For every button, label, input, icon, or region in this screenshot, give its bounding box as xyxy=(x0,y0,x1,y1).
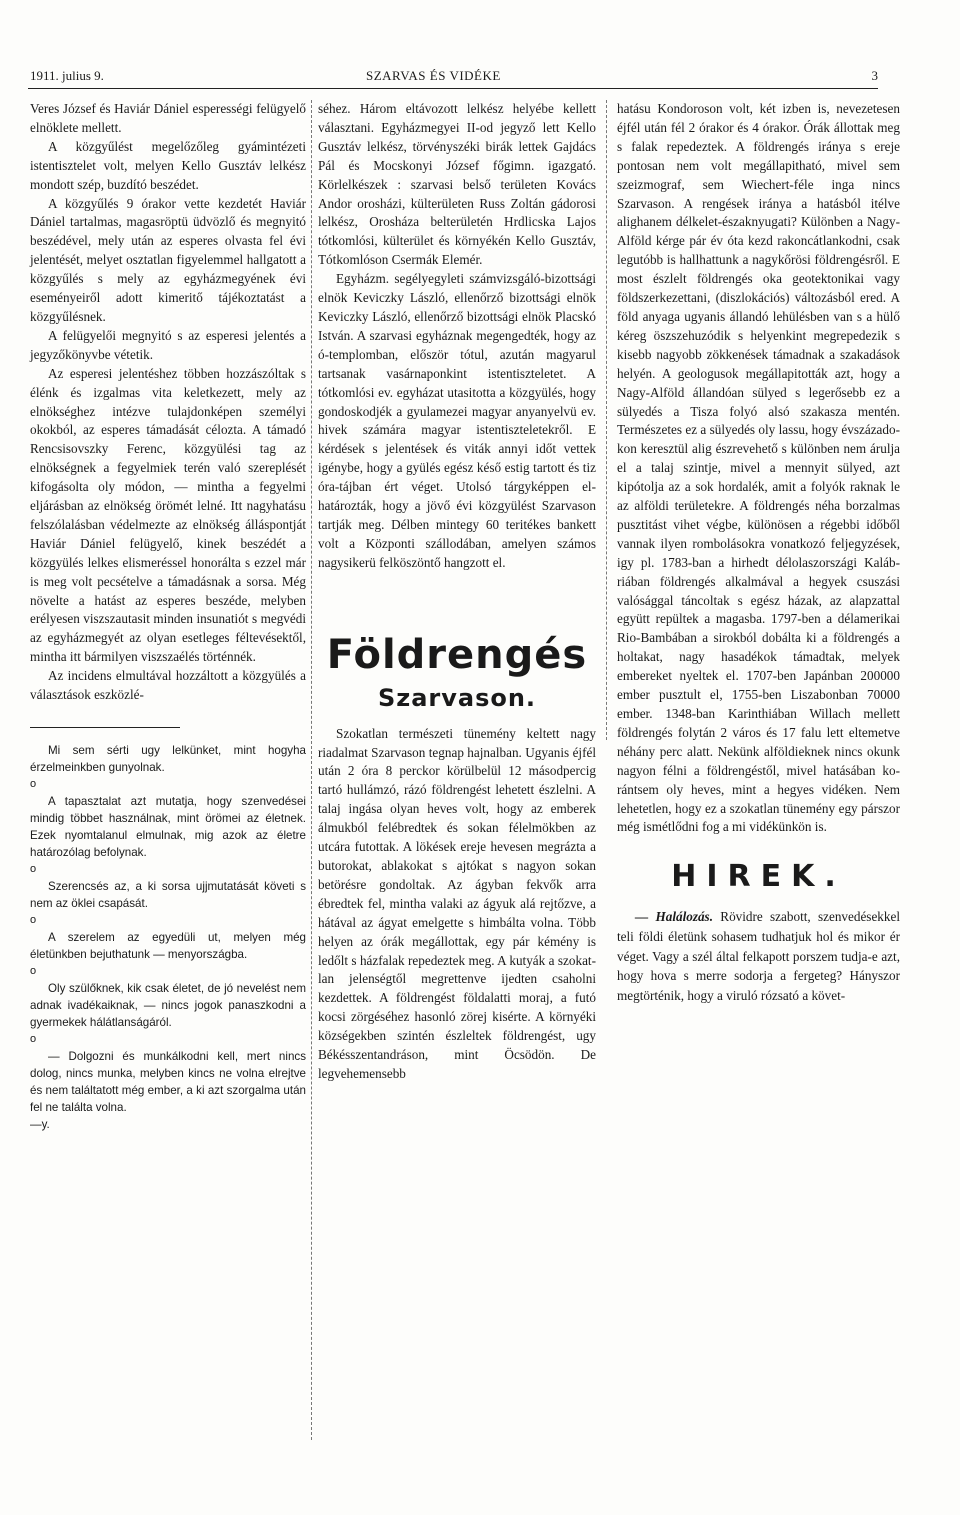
article-headline: Földrengés xyxy=(326,631,588,678)
issue-date: 1911. julius 9. xyxy=(30,68,104,83)
article-paragraph: A felügyelői megnyitó s az esperesi jelentés a jegyzőkönyvbe vétetik. xyxy=(30,327,306,362)
article-paragraph: A közgyűlés 9 órakor vette kezdetét Haviár Dániel tartalmas, magasröptü üdvözlő és megnyitó beszédével, mely után az esperes olvasta fel évi jelentését, melyet osztatlan figyelemmel hallgatott a közgyűlés s mely az egyházmegyének évi eseményeiről adott kimeritő tájékoztatást a közgyűlésnek. xyxy=(30,195,306,324)
masthead xyxy=(28,66,878,89)
article-paragraph: Egyházm. segélyegyleti számvizsgáló-bizottsági elnök Keviczky László, ellenőrző bizottsági elnök Keviczky László, ellenőrző bizottsági elnök Placskó István. A szarvasi egyháznak megengedték, hogy az ó-templomban, először tótul, azután magyarul tartsanak vasárnaponkint istentiszteletet. A tótkomlósi ev. egyházat utasitotta a közgyülés, hogy gondoskodjék a gyulamezei magyar anyanyelvü ev. hivek számára magyar istentiszteletekről. E kérdések s jelentések és viták annyi időt vettek igénybe, hogy a gyülés egész késő estig tartott és tiz óra-tájban ért véget. Utolsó tárgyképpen elhatározták, hogy a jövő évi közgyülést Szarvason tartják meg. Délben mintegy 60 teritékes bankett volt a Központi szállodában, amelyen számos nagysikerü felköszöntő hangzott el. xyxy=(318,271,596,570)
aphorism-separator: o xyxy=(30,1033,37,1045)
column-2 xyxy=(318,100,596,1084)
aphorism: A tapasztalat azt mutatja, hogy szenvedései mindig többet használnak, mint örömei az életnek. Ezek nyomtalanul elmulnak, mig azok az életre határozólag befolynak. xyxy=(30,795,306,859)
aphorism: Szerencsés az, a ki sorsa ujjmutatását követi s nem az öklei csapását. xyxy=(30,880,306,910)
news-item-lead: — Halálozás. xyxy=(635,909,713,925)
column-3 xyxy=(617,100,900,1005)
article-paragraph: Az incidens elmultával hozzáltott a közgyülés a választások eszközlé- xyxy=(30,668,306,703)
aphorism: — Dolgozni és munkálkodni kell, mert nincs dolog, nincs munka, melyben kincs ne volna elrejtve és nem találtatott még ember, a ki azt szorgalma után fel ne találta volna. xyxy=(30,1050,306,1114)
section-divider xyxy=(30,727,180,728)
column-rule-1 xyxy=(311,100,312,1440)
article-paragraph: hatásu Kondoroson volt, két izben is, nevezetesen éjfél után fél 2 órakor és 4 órakor. Órák állottak meg s falak repedeztek. A földrengés iránya s ereje pontosan nem volt megállapitható, mivel sem szeizmograf, sem Wiechert-féle inga nincs Szarvason. A rengések iránya a hatásból itélve alighanem délkelet-északnyugati? Különben a Nagy-Alföld kérge pár év óta kezd rakoncátlankodni, csak legutóbb is hallhattunk a nagykőrösi földrengésről. E most észlelt földrengés oka geotektonikai vagy földszerkezettani, (diszlokációs) változásból ered. A föld anyaga ugyanis állandó lehülésben van s a hülő kéreg öszszehuzódik s helyenkint megrepedezik s kisebb nagyobb zökkenések támadnak a szakadások helyén. A geologusok megállapitották azt, hogy a Nagy-Alföld állandóan sülyed s legerősebb ez a sülyedés a Tisza folyó alsó szakasza mentén. Természetes ez a sülyedés oly lassu, hogy évszázadokon keresztül alig észrevehető s különben nem árulja el a talaj szintje, mivel a mennyit sülyed, azt kipótolja az a sok hordalék, amit a folyók raknak le az alföldi területekre. A földrengés néha borzalmas pusztitást vihet végbe, különösen a régebbi időből vannak ilyen rombolásokra vonatkozó feljegyzések, igy pl. 1783-ban a hirhedt délolaszországi Kalábriában földrengés alkalmával a hegyek csuszási valósággal táncoltak s egész házak, az alapzattal együtt repültek a magasba. 1797-ben a délamerikai Rio-Bambában a sirokból dobálta ki a földrengés a holtakat, nagy hasadékok támadtak, melyek embereket nyeltek el. 1707-ben Japánban 200000 ember pusztult el, 1755-ben Liszabonban 70000 ember. 1348-ban Karinthiában Willach mellett földrengés folytán 2 város és 17 falu lett eltemetve néhány perc alatt. Nekünk alföldieknek nincs okunk nagyon félni a földrengéstől, mivel hatásában korántsem oly heves, mint a hegyes vidéken. Nem lehetetlen, hogy ez a szokatlan tünemény egy párszor még ismétlődni fog a mi vidékünkön is. xyxy=(617,101,900,835)
column-rule-2 xyxy=(606,100,607,740)
news-item xyxy=(617,907,900,1005)
news-item-text: Rövidre szabott, szenvedésekkel teli földi életünk sohasem tudhatjuk hol és mikor ér véget. Vagy a szél által felkapott porszem tudja-e azt, hogy hova s merre sodorja a fergeteg? Hányszor megtörténik, hogy a viruló rózsató a követ- xyxy=(617,909,900,1003)
article-paragraph: séhez. Három eltávozott lelkész helyébe kellett választani. Egyházmegyei II-od jegyző lett Kello Gusztáv lelkész, törvényszéki birák lettek Gajdács Pál és Mocskonyi József főgimn. igazgató. Körlelkészek : szarvasi belső területen Kovács Andor orosházi, külterületen Russ Zoltán gádorosi lelkész, Orosháza belterületén Hrdlicska Lajos tótkomlósi, külterület és környékén Kello Gusztáv, Tótkomlóson Csermák Elemér. xyxy=(318,101,596,268)
aphorism-separator: o xyxy=(30,778,37,790)
column-1 xyxy=(30,100,306,1133)
article-paragraph: Veres József és Haviár Dániel esperességi felügyelő elnöklete mellett. xyxy=(30,101,306,135)
article-paragraph: Szokatlan természeti tünemény keltett nagy riadalmat Szarvason tegnap hajnalban. Ugyanis éjfél után 2 óra 8 perckor körülbelül 12 másodpercig tartó hullámzó, rázó földrengést lehetett észlelni. A talaj ingása olyan heves volt, hogy az emberek álmukból felébredtek és sokan félelmökben az utcára futottak. A lökések ereje hevesen megrázta a butorokat, ablakokat s ajtókat s nagyon sokan betörésre gondoltak. Az ágyban fekvők arra ébredtek fel, mintha valaki az ágyuk alá rejtőzve, a hátával az ágyat emelgette s himbálta volna. Több helyen az órák megállottak, egy pár kémény is ledőlt s házfalak repedeztek meg. A kutyák a szokatlan jelenségtől megrettenve ijedten csaholni kezdettek. A földrengést földalatti moraj, a futó kocsi zörgéséhez hasonló zörej kisérte. A környéki községekben szintén észleltek földrengést, ugy Békésszentandráson, mint Öcsödön. De legvehemensebb xyxy=(318,725,596,1081)
aphorism: A szerelem az egyedüli ut, melyen még életünkben bejuthatunk — menyországba. xyxy=(30,931,306,961)
article-paragraph: A közgyűlést megelőzőleg gyámintézeti istentisztelet volt, melyen Kello Gusztáv lelkész mondott szép, buzdító beszédet. xyxy=(30,138,306,192)
article-paragraph: Az esperesi jelentéshez többen hozzászóltak s élénk és izgalmas vita keletkezett, mely az elnökséghez intézve tulajdonképen személyi okokból, az esperes támadását célozta. A támadó Rencsisovszky Ferenc, közgyülési tag az elnökségnek a fegyelmiek terén való szereplését kifogásolta oly módon, — mintha a fegyelmi eljárásban az elnökség örömét lelné. Itt nagyhatásu felszólalásban védelmezte az elnökség álláspontját Haviár Dániel felügyelő, kinek beszédét a közgyülés lelkes elismeréssel honorálta s ezzel már is meg volt pecsételve a támadásnak a sorsa. Még növelte a hatást az esperes beszéde, melyben erélyesen viszszautasit minden insunatiót s megvédi az egyházmegyét az olyan esetleges féltevésektől, mintha itt bármilyen viszszaélés történnék. xyxy=(30,365,306,665)
aphorisms-section xyxy=(30,742,306,1133)
article-subheadline: Szarvason. xyxy=(377,683,537,712)
newspaper-title: SZARVAS ÉS VIDÉKE xyxy=(366,68,501,83)
aphorism-separator: o xyxy=(30,914,37,926)
aphorism: Oly szülőknek, kik csak életet, de jó nevelést nem adnak ivadékaiknak, — nincs jogok panaszkodni a gyermekek hálátlanságáról. xyxy=(30,982,306,1029)
aphorism-separator: o xyxy=(30,965,37,977)
page-number: 3 xyxy=(871,68,878,83)
author-signature: —y. xyxy=(30,1118,50,1131)
news-section-title: HIREK. xyxy=(671,859,846,895)
aphorism-separator: o xyxy=(30,863,37,875)
aphorism: Mi sem sérti ugy lelkünket, mint hogyha érzelmeinkben gunyolnak. xyxy=(30,744,306,774)
